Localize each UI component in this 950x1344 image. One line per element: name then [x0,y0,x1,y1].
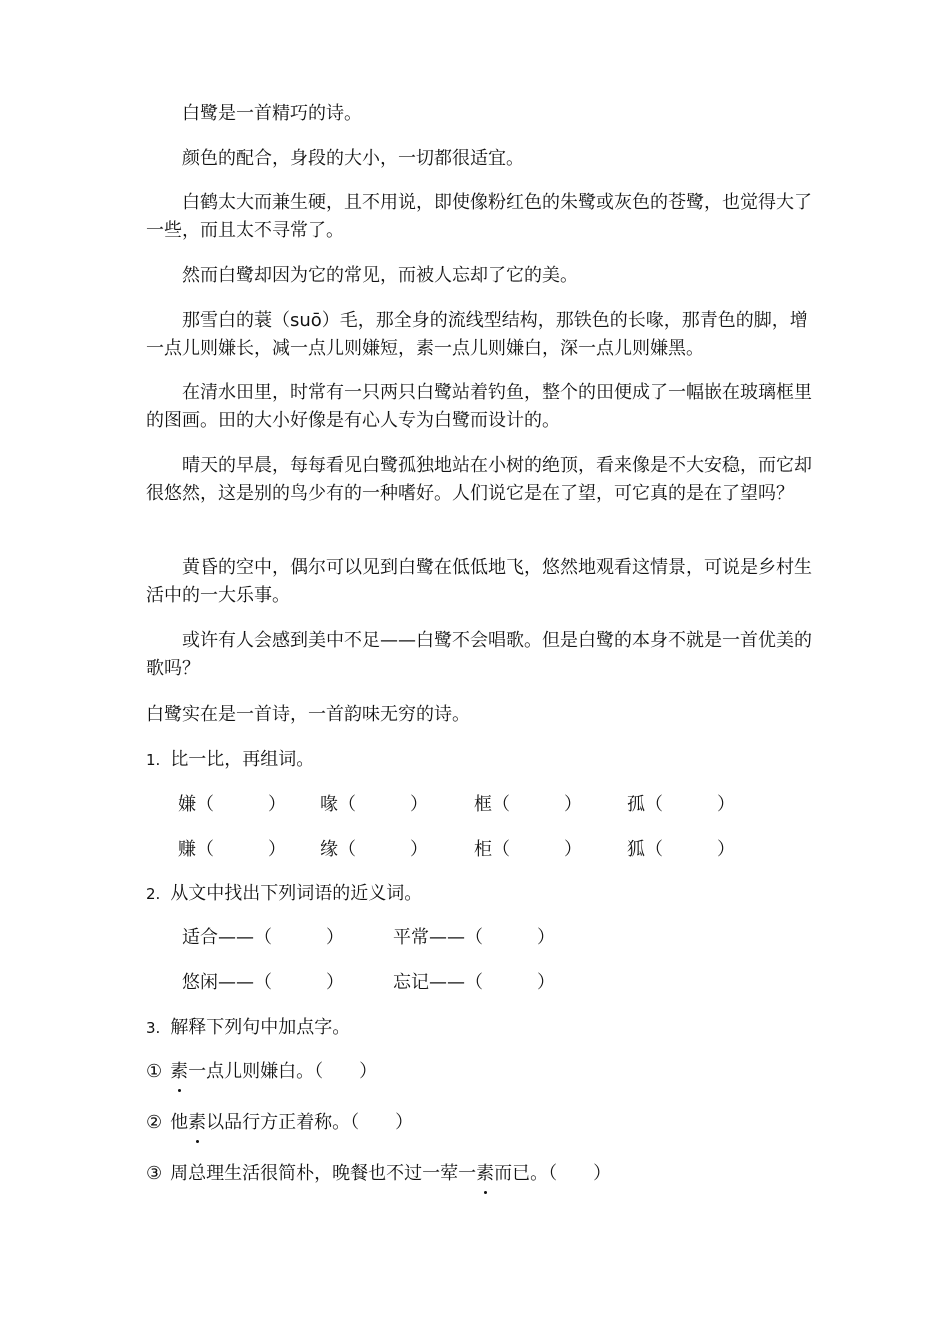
q3-item-2[interactable] [146,1111,413,1135]
q3-item-2-dotted-char: 素 [188,1112,207,1133]
q3-item-3-dotted-char: 素 [476,1163,495,1184]
q2-blank-2[interactable]: 平常——（ ） [393,927,555,948]
q1-blank-5[interactable]: 赚（ ） [178,839,286,860]
q3-item-1-text-after: 一点儿则嫌白。（ ） [188,1061,378,1082]
q1-blank-4[interactable]: 孤（ ） [627,794,735,815]
question-3-title: 解释下列句中加点字。 [170,1017,351,1038]
passage-paragraph-4: 然而白鹭却因为它的常见，而被人忘却了它的美。 [182,265,578,286]
passage-paragraph-3: 白鹤太大而兼生硬，且不用说，即使像粉红色的朱鹭或灰色的苍鹭，也觉得大了一些，而且太不寻常了。 [146,192,812,241]
q2-blank-1[interactable]: 适合——（ ） [182,927,344,948]
question-3-heading [146,1016,350,1040]
q1-blank-8[interactable]: 狐（ ） [627,839,735,860]
q3-item-2-text-after: 以品行方正着称。（ ） [206,1112,414,1133]
q3-item-1-dotted-char: 素 [170,1061,189,1082]
q1-blank-1[interactable]: 嫌（ ） [178,794,286,815]
passage-paragraph-7: 晴天的早晨，每每看见白鹭孤独地站在小树的绝顶，看来像是不大安稳，而它却很悠然，这是别的鸟少有的一种嗜好。人们说它是在了望，可它真的是在了望吗？ [146,455,812,504]
q2-blank-4[interactable]: 忘记——（ ） [393,972,555,993]
q1-blank-6[interactable]: 缘（ ） [320,839,428,860]
passage-paragraph-6: 在清水田里，时常有一只两只白鹭站着钓鱼，整个的田便成了一幅嵌在玻璃框里的图画。田的大小好像是有心人专为白鹭而设计的。 [146,382,812,431]
q3-item-1[interactable] [146,1060,377,1084]
passage-conclusion: 白鹭实在是一首诗，一首韵味无穷的诗。 [146,704,470,725]
q3-item-3-marker: ③ [146,1163,163,1184]
passage-paragraph-8: 黄昏的空中，偶尔可以见到白鹭在低低地飞，悠然地观看这情景，可说是乡村生活中的一大乐事。 [146,557,812,606]
passage-paragraph-2: 颜色的配合，身段的大小，一切都很适宜。 [182,148,524,169]
passage-paragraph-1: 白鹭是一首精巧的诗。 [182,103,362,124]
question-2-title: 从文中找出下列词语的近义词。 [170,883,423,904]
question-3-number: 3. [146,1019,161,1037]
passage-paragraph-9: 或许有人会感到美中不足——白鹭不会唱歌。但是白鹭的本身不就是一首优美的歌吗？ [146,630,812,679]
q3-item-1-marker: ① [146,1061,163,1082]
q1-blank-3[interactable]: 框（ ） [474,794,582,815]
question-2-number: 2. [146,885,161,903]
question-2-heading [146,882,422,906]
q1-blank-2[interactable]: 喙（ ） [320,794,428,815]
q3-item-3[interactable] [146,1162,611,1186]
question-1-title: 比一比，再组词。 [170,749,315,770]
question-1-number: 1. [146,751,161,769]
q3-item-3-text-before: 周总理生活很简朴，晚餐也不过一荤一 [170,1163,477,1184]
q3-item-2-text-before: 他 [170,1112,189,1133]
passage-paragraph-5: 那雪白的蓑（suō）毛，那全身的流线型结构，那铁色的长喙，那青色的脚，增一点儿则嫌长，减一点儿则嫌短，素一点儿则嫌白，深一点儿则嫌黑。 [146,310,808,359]
q3-item-2-marker: ② [146,1112,163,1133]
q3-item-3-text-after: 而已。（ ） [494,1163,612,1184]
question-1-heading [146,748,314,772]
q2-blank-3[interactable]: 悠闲——（ ） [182,972,344,993]
q1-blank-7[interactable]: 柜（ ） [474,839,582,860]
